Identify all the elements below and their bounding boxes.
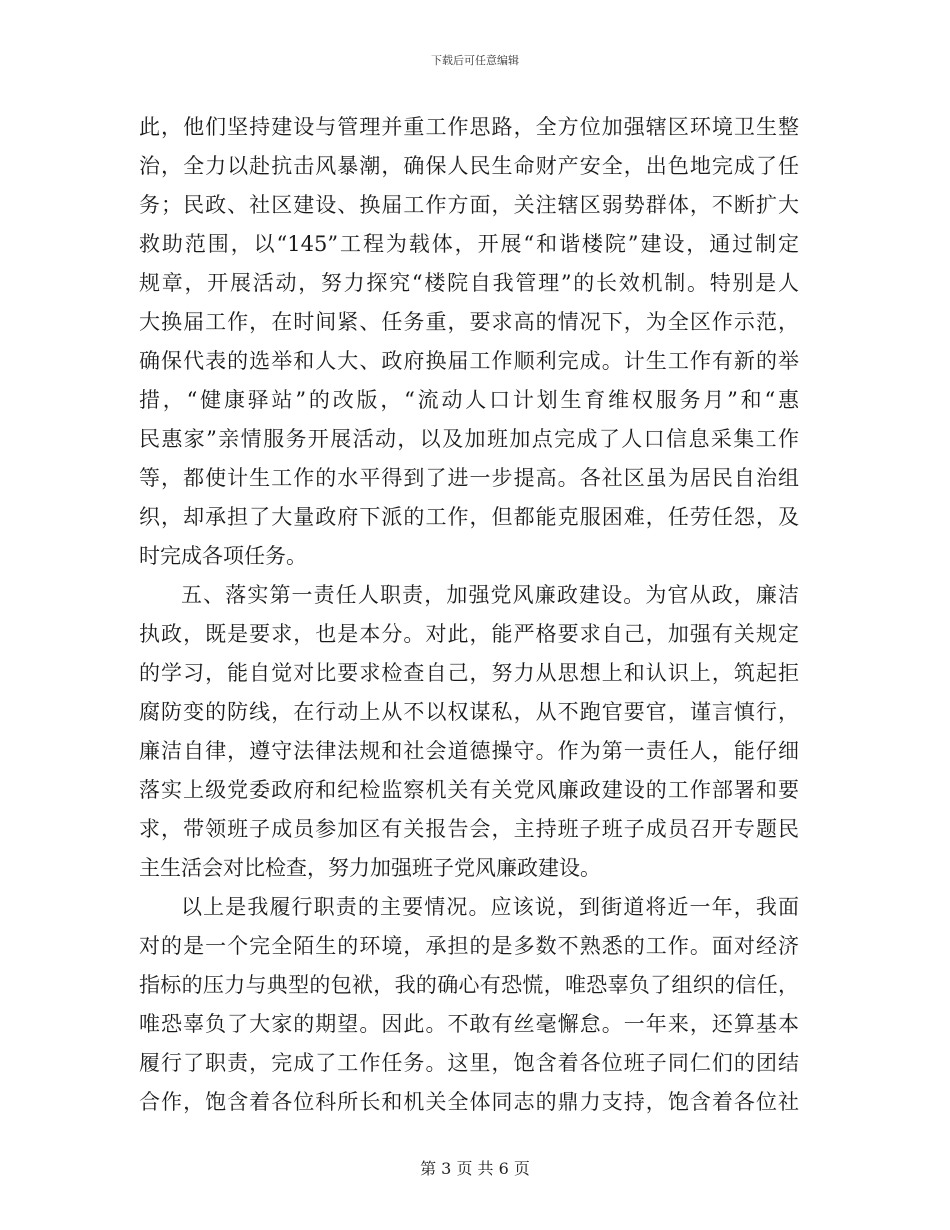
text-line: 求，带领班子成员参加区有关报告会，主持班子班子成员召开专题民 xyxy=(139,817,799,841)
text-line: 救助范围，以“145”工程为载体，开展“和谐楼院”建设，通过制定 xyxy=(139,232,799,256)
page-number-footer: 第 3 页 共 6 页 xyxy=(420,1159,530,1178)
text-line: 执政，既是要求，也是本分。对此，能严格要求自己，加强有关规定 xyxy=(139,622,799,646)
text-line: 指标的压力与典型的包袱，我的确心有恐慌，唯恐辜负了组织的信任， xyxy=(139,973,799,997)
text-line: 落实上级党委政府和纪检监察机关有关党风廉政建设的工作部署和要 xyxy=(139,778,799,802)
paragraph-first-line: 五、落实第一责任人职责，加强党风廉政建设。为官从政，廉洁 xyxy=(181,583,799,607)
text-line: 此，他们坚持建设与管理并重工作思路，全方位加强辖区环境卫生整 xyxy=(139,115,799,139)
text-line: 廉洁自律，遵守法律法规和社会道德操守。作为第一责任人，能仔细 xyxy=(139,739,799,763)
text-line: 等，都使计生工作的水平得到了进一步提高。各社区虽为居民自治组 xyxy=(139,466,799,490)
text-line: 大换届工作，在时间紧、任务重，要求高的情况下，为全区作示范， xyxy=(139,310,799,334)
text-line: 合作，饱含着各位科所长和机关全体同志的鼎力支持，饱含着各位社 xyxy=(139,1090,799,1114)
text-line: 确保代表的选举和人大、政府换届工作顺利完成。计生工作有新的举 xyxy=(139,349,799,373)
text-line: 主生活会对比检查，努力加强班子党风廉政建设。 xyxy=(139,856,601,880)
text-line: 唯恐辜负了大家的期望。因此。不敢有丝毫懈怠。一年来，还算基本 xyxy=(139,1012,799,1036)
paragraph-first-line: 以上是我履行职责的主要情况。应该说，到街道将近一年，我面 xyxy=(181,895,799,919)
page-header: 下载后可任意编辑 xyxy=(431,54,519,67)
text-line: 措，“健康驿站”的改版，“流动人口计划生育维权服务月”和“惠 xyxy=(139,388,799,412)
document-body xyxy=(139,108,799,1122)
text-line: 治，全力以赴抗击风暴潮，确保人民生命财产安全，出色地完成了任 xyxy=(139,154,799,178)
text-line: 履行了职责，完成了工作任务。这里，饱含着各位班子同仁们的团结 xyxy=(139,1051,799,1075)
text-line: 腐防变的防线，在行动上从不以权谋私，从不跑官要官，谨言慎行， xyxy=(139,700,799,724)
text-line: 的学习，能自觉对比要求检查自己，努力从思想上和认识上，筑起拒 xyxy=(139,661,799,685)
text-line: 务；民政、社区建设、换届工作方面，关注辖区弱势群体，不断扩大 xyxy=(139,193,799,217)
text-line: 织，却承担了大量政府下派的工作，但都能克服困难，任劳任怨，及 xyxy=(139,505,799,529)
text-line: 时完成各项任务。 xyxy=(139,544,307,568)
text-line: 民惠家”亲情服务开展活动，以及加班加点完成了人口信息采集工作 xyxy=(139,427,799,451)
text-line: 对的是一个完全陌生的环境，承担的是多数不熟悉的工作。面对经济 xyxy=(139,934,799,958)
text-line: 规章，开展活动，努力探究“楼院自我管理”的长效机制。特别是人 xyxy=(139,271,799,295)
